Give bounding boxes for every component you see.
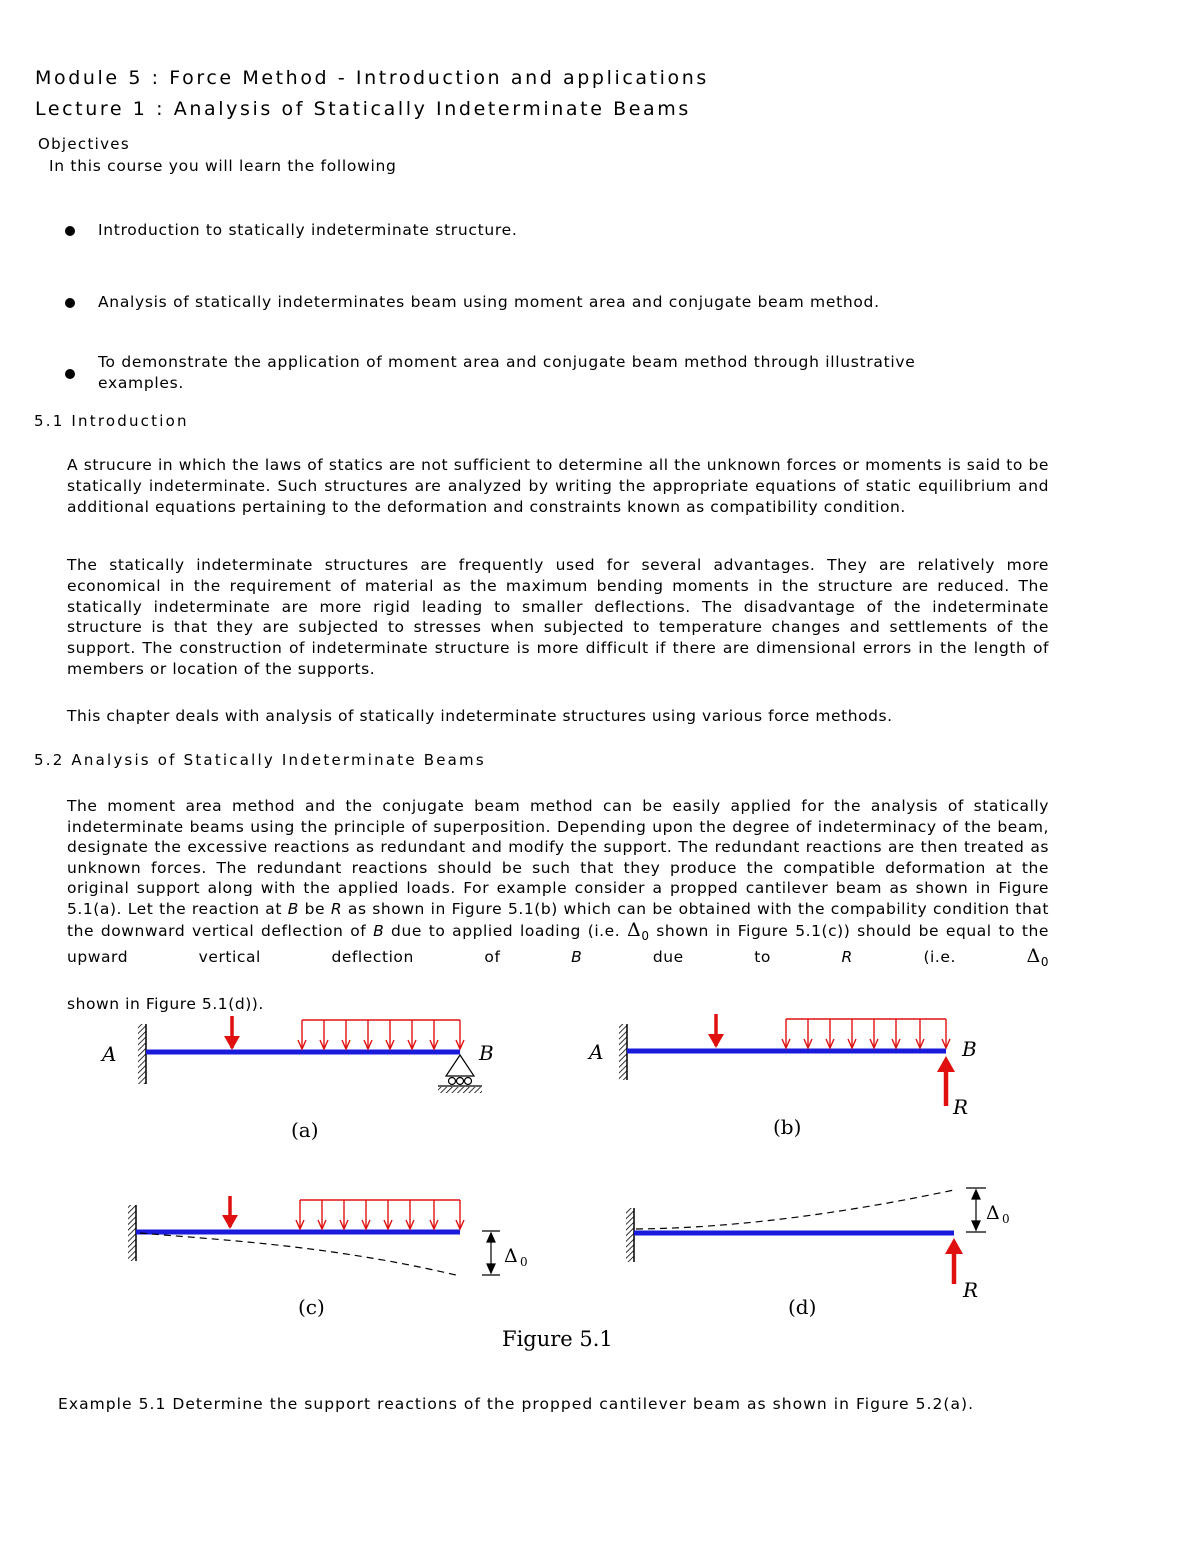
label-b-point: B: [479, 1041, 494, 1065]
objective-item: Introduction to statically indeterminate structure.: [98, 221, 518, 239]
intro-paragraph-3: This chapter deals with analysis of statically indeterminate structures using various force methods.: [67, 707, 893, 725]
label-b-point: B: [962, 1037, 977, 1061]
deflected-shape: [636, 1190, 954, 1229]
diagram-a: [100, 1016, 494, 1142]
objective-item: Analysis of statically indeterminates beam using moment area and conjugate beam method.: [98, 293, 880, 311]
delta-subscript: 0: [1002, 1212, 1010, 1226]
label-part-a: (a): [291, 1118, 319, 1142]
intro-paragraph-2: The statically indeterminate structures are frequently used for several advantages. They are relatively more economical in the requirement of material as the maximum bending moments in the structure are reduced. The statically indeterminate are more rigid leading to smaller deflections. The disadvantage of the indeterminate structure is that they are subjected to stresses when subjected to temperature changes and settlements of the support. The construction of indeterminate structure is more difficult if there are dimensional errors in the length of members or location of the supports.: [67, 556, 1049, 678]
objective-item-continued: examples.: [98, 374, 185, 392]
delta-dimension: [966, 1188, 986, 1232]
label-part-d: (d): [788, 1295, 817, 1319]
section-heading: 5.2 Analysis of Statically Indeterminate Beams: [34, 751, 486, 769]
fixed-support: [626, 1208, 634, 1262]
fixed-support: [138, 1024, 146, 1084]
label-part-c: (c): [298, 1295, 325, 1319]
delta-subscript: 0: [520, 1255, 528, 1269]
module-title: Module 5 : Force Method - Introduction and applications: [35, 67, 709, 89]
delta-label: Δ: [504, 1245, 518, 1267]
analysis-paragraph: The moment area method and the conjugate beam method can be easily applied for the analysis of statically indeterminate beams using the principle of superposition. Depending upon the degree of indeterminacy of the beam, designate the excessive reactions as redundant and modify the support. The redundant reactions are then treated as unknown forces. The redundant reactions should be such that they produce the compatible deformation at the original support along with the applied loads. For example consider a propped cantilever beam as shown in Figure 5.1(a). Let the reaction at B be R as shown in Figure 5.1(b) which can be obtained with the compability condition that the downward vertical deflection of B due to applied loading (i.e. $\Delta_0$ shown in Figure 5.1(c)) should be equal to the upward vertical deflection of B due to R (i.e. $\Delta_0$ shown in Figure 5.1(d)).: [67, 797, 1049, 1013]
fixed-support: [128, 1205, 136, 1261]
objectives-lead: In this course you will learn the following: [49, 157, 397, 175]
delta-symbol: Δ: [1026, 945, 1041, 968]
label-part-b: (b): [773, 1115, 802, 1139]
label-a-point: A: [102, 1042, 117, 1066]
section-heading: 5.1 Introduction: [34, 412, 189, 430]
delta-symbol: Δ: [627, 918, 642, 941]
objective-item: To demonstrate the application of moment area and conjugate beam method through illustrative: [98, 353, 916, 371]
roller-support: [438, 1055, 482, 1086]
objectives-title: Objectives: [38, 135, 130, 153]
diagram-b: [587, 1014, 977, 1139]
diagram-d: [626, 1188, 1010, 1319]
label-a-point: A: [589, 1040, 604, 1064]
label-r: R: [953, 1095, 969, 1119]
deflected-shape: [140, 1233, 460, 1276]
example-statement: Example 5.1 Determine the support reactions of the propped cantilever beam as shown in Figure 5.2(a).: [58, 1395, 975, 1413]
figure-caption: Figure 5.1: [502, 1327, 613, 1351]
intro-paragraph-1: A strucure in which the laws of statics are not sufficient to determine all the unknown forces or moments is said to be statically indeterminate. Such structures are analyzed by writing the appropriate equations of static equilibrium and additional equations pertaining to the deformation and constraints known as compatibility condition.: [67, 456, 1049, 516]
label-r: R: [963, 1278, 979, 1302]
delta-label: Δ: [986, 1202, 1000, 1224]
fixed-support: [619, 1024, 627, 1080]
lecture-title: Lecture 1 : Analysis of Statically Indeterminate Beams: [35, 98, 691, 120]
diagram-c: [128, 1196, 528, 1319]
delta-dimension: [482, 1231, 500, 1275]
